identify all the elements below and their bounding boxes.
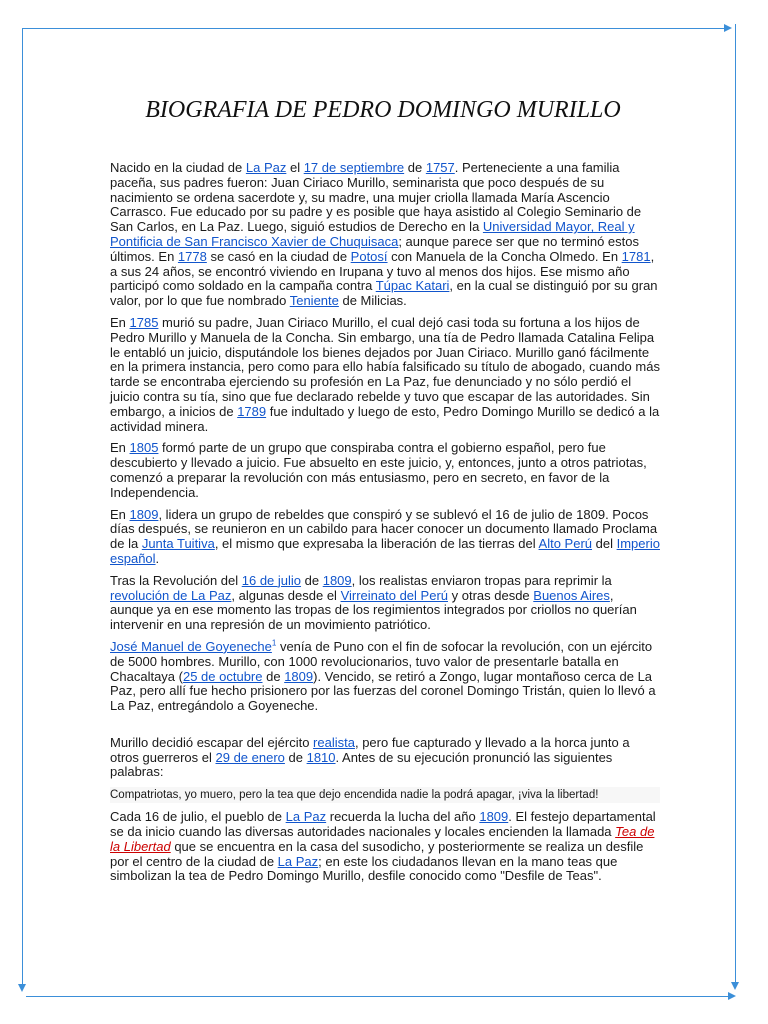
arrow-right-icon — [728, 992, 736, 1000]
text: . — [155, 550, 160, 566]
link-la-paz[interactable]: La Paz — [285, 809, 327, 825]
text: , algunas desde el — [231, 587, 341, 603]
text: , lidera un grupo de rebeldes que conspiró y se sublevó el 16 de julio de 1809. Pocos días después, se reunieron en un cabildo para hacer conocer un documento llamado Proclama de la — [110, 506, 658, 552]
text: , aunque ya en ese momento las tropas de los regimientos integrados por criollos no querían intervenir en una represión de un movimiento patriótico. — [110, 587, 637, 633]
link-25-octubre[interactable]: 25 de octubre — [182, 668, 263, 684]
text: y otras desde — [448, 587, 534, 603]
link-realista[interactable]: realista — [313, 734, 355, 750]
text: de — [262, 668, 285, 684]
text: , los realistas enviaron tropas para reprimir la — [351, 572, 612, 588]
text: con Manuela de la Concha Olmedo. En — [387, 248, 622, 264]
text: , el mismo que expresaba la liberación de las tierras del — [214, 536, 539, 552]
text: de — [404, 160, 426, 175]
text: En — [110, 506, 130, 522]
paragraph-goyeneche — [110, 640, 660, 714]
text: recuerda la lucha del año — [326, 809, 480, 825]
text: Tras la Revolución del — [110, 572, 242, 588]
link-tupac-katari[interactable]: Túpac Katari — [375, 278, 450, 294]
document-body — [110, 161, 660, 891]
text: que se encuentra en la casa del susodicho, y posteriormente se realiza un desfile por el centro de la ciudad de — [110, 838, 644, 869]
paragraph-repression — [110, 574, 660, 633]
link-tea-de-la-libertad[interactable]: Tea de la Libertad — [110, 824, 655, 854]
page-border-bottom — [26, 996, 732, 997]
text: venía de Puno con el fin de sofocar la revolución, con un ejército de 5000 hombres. Murillo, con 1000 revolucionarios, tuvo valor de presentarle batalla en Chacaltaya ( — [110, 638, 653, 684]
link-1778[interactable]: 1778 — [177, 248, 207, 264]
text: de — [301, 572, 323, 588]
link-alto-peru[interactable]: Alto Perú — [538, 536, 593, 552]
link-junta-tuitiva[interactable]: Junta Tuitiva — [141, 536, 215, 552]
arrow-down-icon — [18, 984, 26, 992]
link-1785[interactable]: 1785 — [129, 314, 159, 330]
text: de Milicias. — [338, 293, 407, 309]
text: formó parte de un grupo que conspiraba contra el gobierno español, pero fue descubierto y llevado a juicio. Fue absuelto en este juicio, y, entonces, junto a otros patriotas, comenzó a preparar la revolución con más entusiasmo, pero en secreto, en favor de la Independencia. — [110, 440, 647, 500]
link-buenos-aires[interactable]: Buenos Aires — [533, 587, 610, 603]
link-la-paz[interactable]: La Paz — [245, 160, 287, 175]
link-1810[interactable]: 1810 — [306, 749, 336, 765]
text: , a sus 24 años, se encontró viviendo en Irupana y tuvo al menos dos hijos. Ese mismo año participó como soldado en la campaña contra — [110, 248, 655, 294]
text: de — [284, 749, 307, 765]
quote-block: Compatriotas, yo muero, pero la tea que dejo encendida nadie la podrá apagar, ¡viva la libertad! — [110, 787, 660, 803]
text: fue indultado y luego de esto, Pedro Domingo Murillo se dedicó a la actividad minera. — [110, 403, 660, 434]
text: . El festejo departamental se da inicio cuando las diversas autoridades nacionales y locales encienden la llamada — [110, 809, 656, 840]
text: del — [592, 536, 617, 552]
page-title: BIOGRAFIA DE PEDRO DOMINGO MURILLO — [145, 97, 621, 123]
paragraph-inheritance — [110, 316, 660, 434]
link-virreinato-peru[interactable]: Virreinato del Perú — [340, 587, 448, 603]
link-1809[interactable]: 1809 — [322, 572, 352, 588]
text: En — [110, 314, 130, 330]
link-revolucion-la-paz[interactable]: revolución de La Paz — [110, 587, 232, 603]
page-border-top — [22, 28, 728, 29]
footnote-marker[interactable]: 1 — [271, 638, 277, 648]
link-1781[interactable]: 1781 — [621, 248, 651, 264]
link-la-paz[interactable]: La Paz — [277, 853, 319, 869]
link-1809[interactable]: 1809 — [129, 506, 159, 522]
text: En — [110, 440, 130, 456]
link-1789[interactable]: 1789 — [237, 403, 267, 419]
text: , en la cual se distinguió por su gran valor, por lo que fue nombrado — [110, 278, 658, 309]
link-29-enero[interactable]: 29 de enero — [215, 749, 285, 765]
link-16-julio[interactable]: 16 de julio — [241, 572, 302, 588]
link-potosi[interactable]: Potosí — [350, 248, 388, 264]
text: . Antes de su ejecución pronunció las siguientes palabras: — [110, 749, 613, 780]
text: . Perteneciente a una familia paceña, sus padres fueron: Juan Ciriaco Murillo, seminarista que poco después de su nacimiento se ordena sacerdote y, su madre, una mujer criolla llamada María Ascencio Carrasco. Fue educado por su padre y es posible que haya asistido al Colegio Seminario de San Carlos, en La Paz. Luego, siguió estudios de Derecho en la — [110, 160, 642, 235]
paragraph-uprising — [110, 508, 660, 567]
arrow-down-icon — [731, 982, 739, 990]
text: se casó en la ciudad de — [206, 248, 351, 264]
link-universidad[interactable]: Universidad Mayor, Real y Pontificia de San Francisco Xavier de Chuquisaca — [110, 219, 635, 249]
link-teniente[interactable]: Teniente — [289, 293, 339, 309]
paragraph-birth — [110, 161, 660, 309]
link-1809[interactable]: 1809 — [479, 809, 509, 825]
paragraph-execution — [110, 736, 660, 780]
link-imperio-espanol[interactable]: Imperio español — [110, 536, 660, 566]
text: ; en este los ciudadanos llevan en la mano teas que simbolizan la tea de Pedro Domingo Murillo, desfile conocido como "Desfile de Teas". — [110, 853, 618, 884]
link-goyeneche[interactable]: José Manuel de Goyeneche — [110, 638, 272, 654]
arrow-right-icon — [724, 24, 732, 32]
text: Murillo decidió escapar del ejército — [110, 734, 314, 750]
link-1809[interactable]: 1809 — [284, 668, 314, 684]
text: , pero fue capturado y llevado a la horca junto a otros guerreros el — [110, 734, 630, 765]
link-17-septiembre[interactable]: 17 de septiembre — [303, 160, 405, 175]
paragraph-commemoration — [110, 810, 660, 884]
page-border-left — [22, 28, 23, 988]
text: Nacido en la ciudad de — [110, 160, 246, 175]
text: el — [286, 160, 304, 175]
text: ). Vencido, se retiró a Zongo, lugar montañoso cerca de La Paz, pero allí fue hecho prisionero por las fuerzas del coronel Domingo Tristán, quien lo llevó a La Paz, entregándolo a Goyeneche. — [110, 668, 656, 714]
text: Cada 16 de julio, el pueblo de — [110, 809, 286, 825]
paragraph-conspiracy — [110, 441, 660, 500]
page-border-right — [735, 24, 736, 986]
link-1805[interactable]: 1805 — [129, 440, 159, 456]
text: murió su padre, Juan Ciriaco Murillo, el cual dejó casi toda su fortuna a los hijos de Pedro Murillo y Manuela de la Concha. Sin embargo, una tía de Pedro llamada Catalina Felipa le entabló un juicio, disputándole los bienes dejados por Juan Ciriaco. Murillo ganó fácilmente en la primera instancia, pero como para ello había falsificado su título de abogado, cuando más tarde se encontraba ejerciendo su profesión en La Paz, fue denunciado y no sólo perdió el juicio contra su tía, sino que fue declarado rebelde y tuvo que escapar de las autoridades. Sin embargo, a inicios de — [110, 314, 660, 419]
link-1757[interactable]: 1757 — [425, 160, 455, 175]
text: ; aunque parece ser que no terminó estos últimos. En — [110, 233, 639, 264]
